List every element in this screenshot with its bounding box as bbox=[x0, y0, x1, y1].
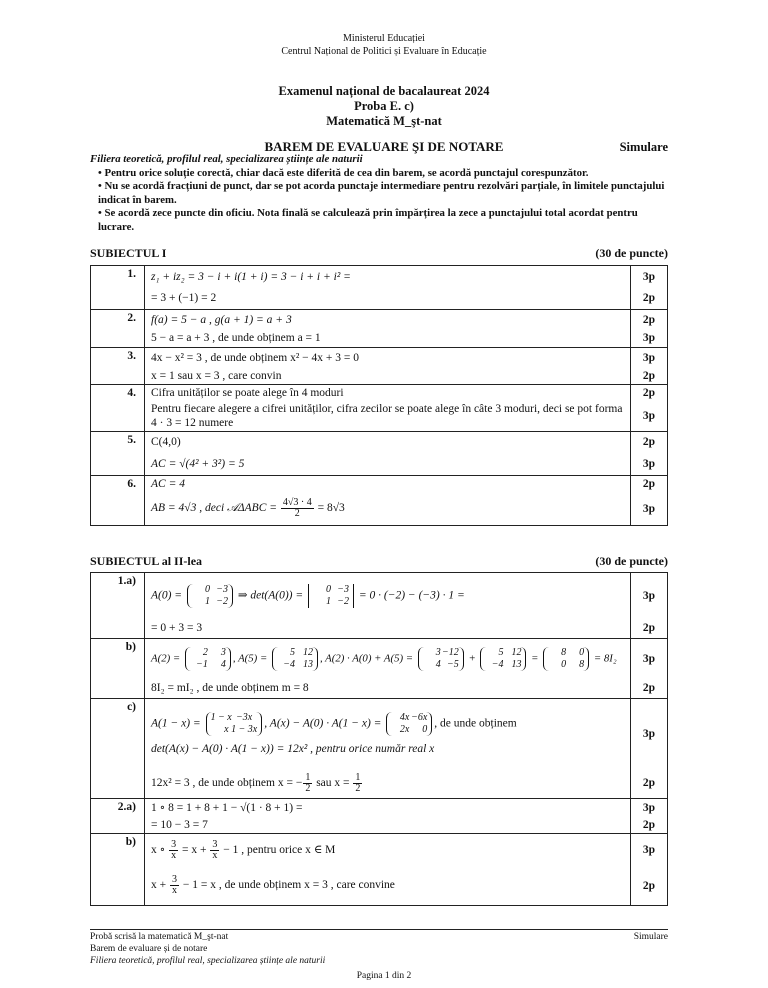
score-cell: 3p bbox=[631, 493, 668, 525]
matrix-cell: 0 bbox=[204, 583, 210, 595]
solution-text bbox=[145, 699, 631, 769]
matrix-cell: −2 bbox=[337, 595, 349, 607]
numerator: 1 bbox=[305, 771, 311, 783]
solution-text: z₁ + iz₂ = 3 − i + i(1 + i) = 3 − i + i + i² = bbox=[145, 266, 631, 288]
matrix-cell: −3x bbox=[236, 711, 253, 723]
item-number bbox=[91, 330, 145, 348]
solution-line bbox=[151, 712, 629, 736]
footer-divider bbox=[90, 929, 668, 930]
matrix-a5-repeat bbox=[480, 647, 526, 671]
matrix-cell: 5 bbox=[498, 646, 504, 658]
solution-text: 5 − a = a + 3 , de unde obținem a = 1 bbox=[145, 330, 631, 348]
table-row bbox=[91, 310, 668, 330]
subject-2-table bbox=[90, 572, 668, 906]
matrix-cell: 4 bbox=[435, 658, 441, 670]
solution-text bbox=[145, 833, 631, 867]
half-fraction bbox=[303, 773, 312, 794]
math-text: ⇒ det(A(0)) = bbox=[234, 589, 306, 602]
table-row bbox=[91, 288, 668, 310]
solution-text bbox=[145, 639, 631, 679]
matrix-cell: 12 bbox=[511, 646, 522, 658]
item-number bbox=[91, 401, 145, 432]
math-text: + bbox=[465, 652, 479, 665]
area-numerator: 4√3 · 4 bbox=[282, 497, 312, 509]
matrix-product bbox=[418, 647, 464, 671]
table-row bbox=[91, 348, 668, 368]
matrix-cell: −4 bbox=[491, 658, 504, 670]
matrix-cell: −4 bbox=[283, 658, 295, 670]
score-cell: 3p bbox=[631, 639, 668, 679]
item-number: 2. bbox=[91, 310, 145, 330]
matrix-result bbox=[543, 647, 589, 671]
matrix-cell: 1 bbox=[204, 595, 210, 607]
table-row bbox=[91, 679, 668, 699]
subject-1-table bbox=[90, 265, 668, 526]
matrix-cell: x bbox=[224, 723, 229, 735]
page-footer bbox=[90, 931, 668, 967]
solution-text: AC = 4 bbox=[145, 475, 631, 493]
subject-1-points: (30 de puncte) bbox=[595, 246, 668, 260]
solution-text: 1 ∘ 8 = 1 + 8 + 1 − √(1 · 8 + 1) = bbox=[145, 799, 631, 817]
subject-title: Matematică M_şt-nat bbox=[326, 114, 442, 128]
math-text: , de unde obținem bbox=[434, 717, 517, 730]
exam-title: Examenul național de bacalaureat 2024 bbox=[278, 84, 490, 98]
document-header bbox=[0, 32, 768, 58]
score-cell: 2p bbox=[631, 475, 668, 493]
solution-line: det(A(x) − A(0) · A(1 − x)) = 12x² , pentru orice număr real x bbox=[151, 742, 435, 755]
matrix-ax bbox=[386, 712, 432, 736]
matrix-cell: 0 bbox=[579, 646, 585, 658]
area-prefix: AB = 4√3 , deci 𝒜ΔABC = bbox=[151, 502, 280, 515]
math-text: = 8I₂ bbox=[591, 652, 617, 665]
subject-2-heading bbox=[90, 554, 668, 569]
exam-title-block bbox=[0, 84, 768, 129]
item-number: 3. bbox=[91, 348, 145, 368]
footer-line-2: Barem de evaluare și de notare bbox=[90, 944, 208, 954]
item-number bbox=[91, 493, 145, 525]
footer-line-3: Filiera teoretică, profilul real, specializarea științe ale naturii bbox=[90, 956, 326, 966]
filiera-line: Filiera teoretică, profilul real, specializarea științe ale naturii bbox=[90, 153, 363, 165]
item-number: 5. bbox=[91, 431, 145, 453]
item-number: 4. bbox=[91, 384, 145, 401]
item-number bbox=[91, 769, 145, 799]
table-row bbox=[91, 401, 668, 432]
three-over-x bbox=[169, 840, 178, 861]
matrix-cell: 2 bbox=[202, 646, 208, 658]
matrix-cell: 3 bbox=[220, 646, 226, 658]
solution-text: = 3 + (−1) = 2 bbox=[145, 288, 631, 310]
half-fraction bbox=[353, 773, 362, 794]
denominator: x bbox=[212, 849, 218, 861]
page-number: Pagina 1 din 2 bbox=[356, 971, 412, 981]
matrix-cell: 8 bbox=[579, 658, 585, 670]
item-number bbox=[91, 817, 145, 834]
matrix-cell: 2x bbox=[399, 723, 410, 735]
score-cell: 2p bbox=[631, 368, 668, 385]
matrix-cell: −3 bbox=[337, 583, 349, 595]
subject-2-title: SUBIECTUL al II-lea bbox=[90, 554, 203, 568]
item-number: b) bbox=[91, 833, 145, 867]
subject-1-title: SUBIECTUL I bbox=[90, 246, 167, 260]
item-number: 1. bbox=[91, 266, 145, 288]
area-result: = 8√3 bbox=[314, 502, 345, 515]
table-row bbox=[91, 266, 668, 288]
item-number: b) bbox=[91, 639, 145, 679]
numerator: 3 bbox=[212, 838, 218, 850]
simulare-label: Simulare bbox=[619, 140, 668, 154]
item-number: 2.a) bbox=[91, 799, 145, 817]
solution-text: Cifra unităților se poate alege în 4 moduri bbox=[145, 384, 631, 401]
table-row bbox=[91, 799, 668, 817]
numerator: 1 bbox=[355, 771, 361, 783]
score-cell: 2p bbox=[631, 867, 668, 905]
item-number bbox=[91, 288, 145, 310]
item-number: 6. bbox=[91, 475, 145, 493]
three-over-x bbox=[210, 840, 219, 861]
math-text: = bbox=[528, 652, 542, 665]
matrix-a5 bbox=[272, 647, 318, 671]
score-cell: 2p bbox=[631, 431, 668, 453]
score-cell: 3p bbox=[631, 699, 668, 769]
matrix-a2 bbox=[185, 647, 231, 671]
score-cell: 2p bbox=[631, 769, 668, 799]
proba-title: Proba E. c) bbox=[354, 99, 414, 113]
item-number: 1.a) bbox=[91, 573, 145, 619]
barem-title: BAREM DE EVALUARE ŞI DE NOTARE bbox=[264, 139, 504, 154]
note-bullet-2: • Nu se acordă fracțiuni de punct, dar se pot acorda punctaje intermediare pentru rezolvări parțiale, în limitele punctajului indicat în barem. bbox=[98, 180, 665, 206]
matrix-a1x bbox=[206, 712, 263, 736]
item-number bbox=[91, 867, 145, 905]
matrix-cell: 13 bbox=[302, 658, 313, 670]
solution-text: 8I₂ = mI₂ , de unde obținem m = 8 bbox=[145, 679, 631, 699]
math-text: = 0 · (−2) − (−3) · 1 = bbox=[356, 589, 465, 602]
ministry-name: Ministerul Educației bbox=[343, 33, 425, 44]
math-text: x ∘ bbox=[151, 843, 169, 856]
math-text: A(1 − x) = bbox=[151, 717, 204, 730]
numerator: 3 bbox=[172, 874, 177, 886]
table-row bbox=[91, 453, 668, 475]
subject-2-points: (30 de puncte) bbox=[595, 554, 668, 568]
table-row bbox=[91, 493, 668, 525]
matrix-cell: 1 − x bbox=[210, 711, 232, 723]
item-number bbox=[91, 368, 145, 385]
score-cell: 3p bbox=[631, 330, 668, 348]
matrix-cell: 3 bbox=[435, 646, 441, 658]
footer-simulare: Simulare bbox=[633, 932, 668, 942]
table-row bbox=[91, 573, 668, 619]
matrix-cell: 12 bbox=[302, 646, 313, 658]
denominator: x bbox=[171, 849, 177, 861]
score-cell: 3p bbox=[631, 401, 668, 432]
solution-text: C(4,0) bbox=[145, 431, 631, 453]
denominator: 2 bbox=[355, 782, 361, 794]
math-text: A(2) = bbox=[151, 652, 183, 665]
table-row bbox=[91, 431, 668, 453]
score-cell: 3p bbox=[631, 348, 668, 368]
math-text: , A(2) · A(0) + A(5) = bbox=[319, 652, 416, 665]
table-row bbox=[91, 639, 668, 679]
item-number bbox=[91, 619, 145, 639]
denominator: x bbox=[172, 885, 177, 897]
table-row bbox=[91, 817, 668, 834]
score-cell: 2p bbox=[631, 817, 668, 834]
three-over-x bbox=[170, 875, 179, 896]
table-row bbox=[91, 330, 668, 348]
item-number: c) bbox=[91, 699, 145, 769]
item-number bbox=[91, 453, 145, 475]
denominator: 2 bbox=[305, 782, 311, 794]
solution-text bbox=[145, 493, 631, 525]
matrix-cell: 1 − 3x bbox=[231, 723, 258, 735]
matrix-cell: 0 bbox=[561, 658, 567, 670]
score-cell: 2p bbox=[631, 288, 668, 310]
matrix-cell: 8 bbox=[561, 646, 567, 658]
matrix-cell: −1 bbox=[196, 658, 208, 670]
solution-text bbox=[145, 769, 631, 799]
table-row bbox=[91, 475, 668, 493]
matrix-cell: −5 bbox=[447, 658, 459, 670]
matrix-cell: 13 bbox=[511, 658, 522, 670]
numerator: 3 bbox=[171, 838, 177, 850]
matrix-cell: −12 bbox=[442, 646, 459, 658]
matrix-cell: 0 bbox=[326, 583, 331, 595]
score-cell: 3p bbox=[631, 453, 668, 475]
table-row bbox=[91, 867, 668, 905]
table-row bbox=[91, 699, 668, 769]
solution-text bbox=[145, 573, 631, 619]
item-number bbox=[91, 679, 145, 699]
table-row bbox=[91, 384, 668, 401]
table-row bbox=[91, 619, 668, 639]
solution-text: 4x − x² = 3 , de unde obținem x² − 4x + 3 = 0 bbox=[145, 348, 631, 368]
math-text: , A(x) − A(0) · A(1 − x) = bbox=[264, 717, 385, 730]
matrix-cell: −2 bbox=[216, 595, 228, 607]
matrix-cell: −6x bbox=[411, 711, 428, 723]
table-row bbox=[91, 833, 668, 867]
math-text: 12x² = 3 , de unde obținem x = − bbox=[151, 776, 303, 789]
area-denominator: 2 bbox=[294, 508, 300, 520]
score-cell: 2p bbox=[631, 310, 668, 330]
matrix-cell: 1 bbox=[326, 595, 331, 607]
score-cell: 2p bbox=[631, 679, 668, 699]
solution-text: = 0 + 3 = 3 bbox=[145, 619, 631, 639]
score-cell: 3p bbox=[631, 833, 668, 867]
matrix-cell: 0 bbox=[422, 723, 428, 735]
solution-text: x = 1 sau x = 3 , care convin bbox=[145, 368, 631, 385]
score-cell: 2p bbox=[631, 384, 668, 401]
matrix-cell: 4 bbox=[220, 658, 226, 670]
matrix-a0 bbox=[187, 584, 233, 608]
math-text: sau x = bbox=[313, 776, 353, 789]
matrix-cell: 5 bbox=[289, 646, 295, 658]
center-name: Centrul Național de Politici și Evaluare în Educație bbox=[281, 46, 487, 57]
grading-notes bbox=[90, 153, 670, 234]
footer-line-1: Probă scrisă la matematică M_şt-nat bbox=[90, 932, 229, 942]
math-text: A(0) = bbox=[151, 589, 185, 602]
subject-1-heading bbox=[90, 246, 668, 261]
note-bullet-1: • Pentru orice soluție corectă, chiar dacă este diferită de cea din barem, se acordă punctajul corespunzător. bbox=[98, 166, 589, 179]
math-text: x + bbox=[151, 879, 169, 892]
matrix-cell: −3 bbox=[216, 583, 228, 595]
math-text: , A(5) = bbox=[232, 652, 270, 665]
table-row bbox=[91, 769, 668, 799]
area-fraction bbox=[281, 498, 314, 519]
solution-text: Pentru fiecare alegere a cifrei unităților, cifra zecilor se poate alege în câte 3 moduri, deci se pot forma 4 · 3 = 12 numere bbox=[145, 401, 631, 432]
table-row bbox=[91, 368, 668, 385]
score-cell: 2p bbox=[631, 619, 668, 639]
math-text: = x + bbox=[179, 843, 210, 856]
score-cell: 3p bbox=[631, 266, 668, 288]
solution-text bbox=[145, 867, 631, 905]
solution-text: AC = √(4² + 3²) = 5 bbox=[145, 453, 631, 475]
solution-text: f(a) = 5 − a , g(a + 1) = a + 3 bbox=[145, 310, 631, 330]
score-cell: 3p bbox=[631, 573, 668, 619]
score-cell: 3p bbox=[631, 799, 668, 817]
math-text: − 1 , pentru orice x ∈ M bbox=[220, 843, 336, 856]
math-text: − 1 = x , de unde obținem x = 3 , care convine bbox=[180, 879, 395, 892]
matrix-cell: 4x bbox=[399, 711, 410, 723]
determinant-a0 bbox=[308, 584, 354, 608]
note-bullet-3: • Se acordă zece puncte din oficiu. Nota finală se calculează prin împărțirea la zece a punctajului total acordat pentru lucrare. bbox=[98, 207, 638, 233]
solution-text: = 10 − 3 = 7 bbox=[145, 817, 631, 834]
